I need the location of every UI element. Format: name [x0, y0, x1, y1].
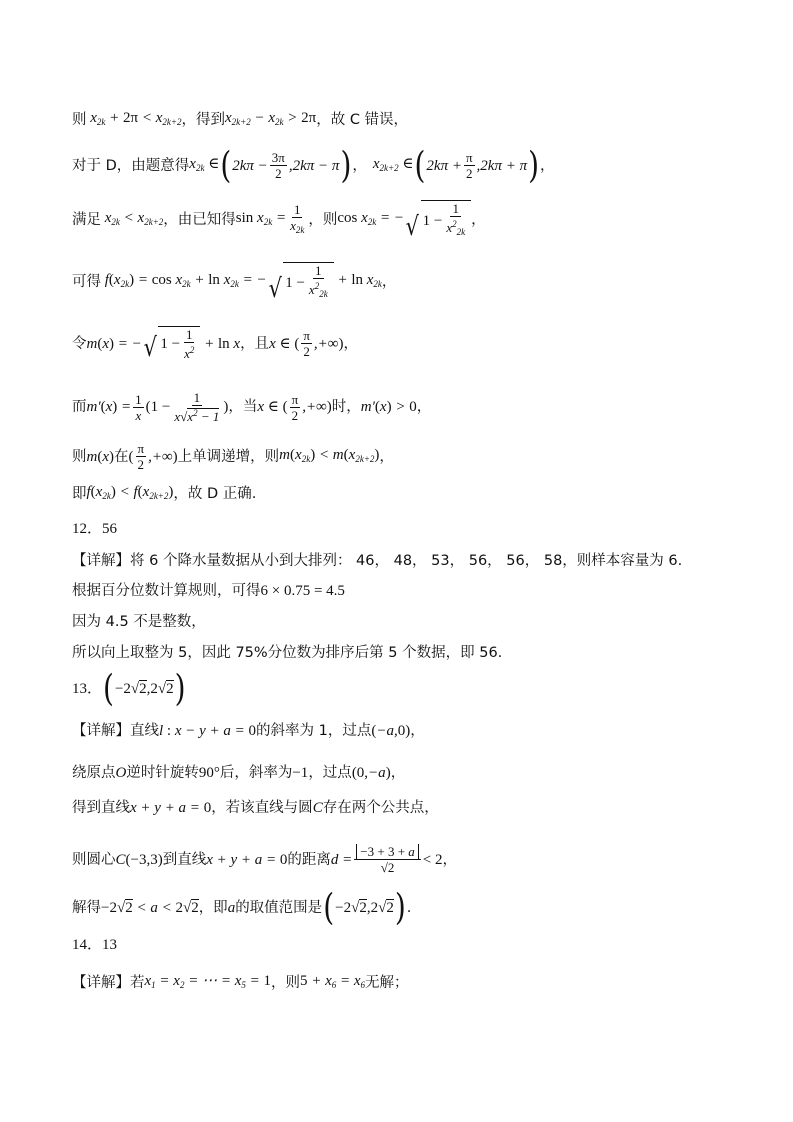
q12-heading: 12．56	[72, 521, 118, 537]
formula: m′(x) =	[86, 399, 132, 415]
q13-line-3: 得到直线 x + y + a = 0 ，若该直线与圆 C 存在两个公共点，	[72, 800, 439, 816]
fraction: $\frac{1}{x_{2k}}$	[290, 202, 305, 235]
formula: $x_{2k}$ ∈	[189, 155, 220, 173]
line-8: 即 $f(x_{2k}) < f(x_{2k+2})$ ，故 D 正确.	[72, 484, 257, 502]
fraction: $\frac{\pi}{2}$	[303, 328, 310, 359]
sqrt: √ 1 − $\frac{1}{x^2}$	[142, 326, 201, 361]
formula: $f(x_{2k}) = \cos x_{2k} + \ln x_{2k}$ = −	[101, 272, 267, 289]
formula: $\sin x_{2k}$ =	[235, 210, 287, 227]
q13-line-2: 绕原点 O 逆时针旋转 90° 后，斜率为 −1 ，过点 (0,−a) ，	[72, 765, 406, 781]
q13-line-4: 则圆心 C(−3,3) 到直线 x + y + a = 0 的距离 d = $\frac{-3 + 3 + a}{√2}$ < 2 ，	[72, 844, 457, 875]
q12-line-4: 所以向上取整为 5，因此 75%分位数为排序后第 5 个数据，即 56.	[72, 645, 503, 661]
formula: $x_{2k+2} - x_{2k} > 2\pi$	[224, 110, 317, 127]
fraction: $\frac{\pi}{2}$	[137, 441, 145, 472]
q13-heading: 13． ( −2√2,2√2 )	[72, 666, 186, 710]
formula: $\cos x_{2k}$ = −	[337, 210, 405, 227]
q12-line-1: 【详解】将 6 个降水量数据从小到大排列： 46， 48， 53， 56， 56， 58，则样本容量为 6.	[72, 553, 683, 569]
q12-line-2: 根据百分位数计算规则，可得 6 × 0.75 = 4.5	[72, 583, 345, 599]
line-1	[72, 107, 753, 133]
line-5: 令 m(x) = − √ 1 − $\frac{1}{x^2}$ + ln x ，且 x ∈ ( $\frac{\pi}{2}$ ,+∞) ，	[72, 327, 358, 363]
fraction: $\frac{\pi}{2}$	[465, 150, 473, 181]
q12-line-3: 因为 4.5 不是整数，	[72, 614, 206, 630]
fraction: $\frac{3\pi}{2}$	[271, 150, 285, 181]
fraction: $\frac{\pi}{2}$	[291, 391, 299, 423]
line-4: 可得 $f(x_{2k}) = \cos x_{2k} + \ln x_{2k}$ = − √ 1 − $\frac{1}{x^2_{2k}}$ + $\ln x_{2k}$ ，	[72, 263, 397, 304]
text: 对于 D，由题意得	[72, 157, 190, 174]
formula: $x_{2k} + 2\pi < x_{2k+2}$	[86, 110, 182, 127]
line-2: 对于 D，由题意得 $x_{2k}$ ∈ ( 2kπ − $\frac{3\pi}{2}$ ,2kπ − π ) ， $x_{2k+2}$ ∈ ( 2kπ + $\frac{\pi}{2}$ ,2kπ + π ) ，	[72, 143, 555, 187]
formula: $x_{2k+2}$ ∈	[372, 155, 414, 173]
q13-line-5: 解得 −2√2 < a < 2√2 ，即 a 的取值范围是 ( −2√2,2√2 ) .	[72, 885, 412, 929]
fraction: $\frac{1}{x√x^2 - 1}$	[174, 390, 220, 424]
fraction: $\frac{-3 + 3 + a}{√2}$	[354, 844, 421, 875]
q14-line-1: 【详解】若 $x_1 = x_2$ = ⋯ = $x_5 = 1$ ，则 $5 + x_6 = x_6$ 无解；	[72, 973, 409, 991]
line-3: 满足 $x_{2k} < x_{2k+2}$ ，由已知得 $\sin x_{2k}$ = $\frac{1}{x_{2k}}$ ，则 $\cos x_{2k}$ = − √ 1 − $\frac{1}{x^2_{2k}}$ ，	[72, 201, 486, 242]
formula: m(x) = −	[86, 335, 142, 352]
formula: $x_{2k} < x_{2k+2}$	[101, 210, 164, 227]
text: 则	[72, 112, 87, 128]
line-6: 而 m′(x) = $\frac{1}{x}$ (1 − $\frac{1}{x√x^2 - 1}$ ) ，当 x ∈ ( $\frac{\pi}{2}$ ,+∞) 时， m′(x) > 0 ，	[72, 390, 432, 424]
text: ，得到	[181, 112, 225, 128]
fraction: $\frac{1}{x}$	[135, 391, 142, 423]
sqrt: √ 1 − $\frac{1}{x^2_{2k}}$	[267, 262, 334, 302]
q14-heading: 14．13	[72, 937, 118, 953]
q13-line-1: 【详解】直线 l : x − y + a = 0 的斜率为 1，过点 (−a,0) ，	[72, 723, 425, 739]
sqrt: √ 1 − $\frac{1}{x^2_{2k}}$	[404, 200, 471, 240]
text: ，故 C 错误，	[316, 112, 409, 128]
line-7: 则 m(x) 在 ( $\frac{\pi}{2}$ ,+∞) 上单调递增，则 $m(x_{2k}) < m(x_{2k+2})$ ，	[72, 441, 394, 472]
